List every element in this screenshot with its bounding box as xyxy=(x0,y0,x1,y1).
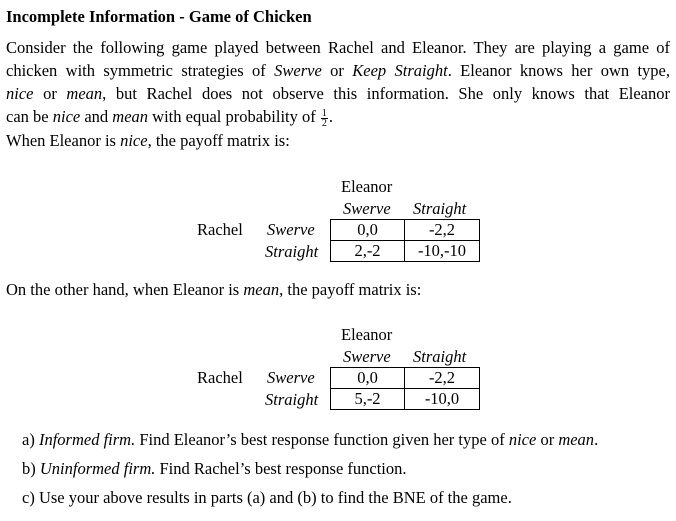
payoff-cell: -10,-10 xyxy=(405,241,480,262)
question-parts xyxy=(22,428,598,515)
payoff-cell: -10,0 xyxy=(405,389,480,410)
row-strategy-swerve: Swerve xyxy=(267,368,315,387)
column-strategy-straight: Straight xyxy=(413,347,467,366)
payoff-cell: -2,2 xyxy=(405,368,480,389)
row-strategy-straight: Straight xyxy=(265,242,319,261)
column-strategy-swerve: Swerve xyxy=(343,347,391,366)
intro-paragraph xyxy=(6,36,670,128)
row-player-label: Rachel xyxy=(197,220,243,239)
nice-matrix-intro: When Eleanor is nice, the payoff matrix is: xyxy=(6,131,290,150)
column-strategy-swerve: Swerve xyxy=(343,199,391,218)
row-strategy-straight: Straight xyxy=(265,390,319,409)
payoff-cell: 5,-2 xyxy=(331,389,405,410)
column-player-label: Eleanor xyxy=(341,325,393,344)
intro-line-3: nice or mean, but Rachel does not observe this information. She only knows that Eleanor xyxy=(6,84,670,103)
payoff-row-swerve xyxy=(331,220,480,241)
payoff-table xyxy=(330,367,480,410)
page-title: Incomplete Information - Game of Chicken xyxy=(6,7,312,26)
payoff-cell: 2,-2 xyxy=(331,241,405,262)
payoff-cell: -2,2 xyxy=(405,220,480,241)
intro-line-4: can be nice and mean with equal probability of $\frac{1}{2}$ . xyxy=(6,107,334,129)
question-part-c: c) Use your above results in parts (a) and (b) to find the BNE of the game. xyxy=(22,488,512,507)
column-player-label: Eleanor xyxy=(341,177,393,196)
intro-line-1: Consider the following game played between Rachel and Eleanor. They are playing a game of xyxy=(6,38,670,57)
row-player-label: Rachel xyxy=(197,368,243,387)
mean-matrix-intro: On the other hand, when Eleanor is mean, the payoff matrix is: xyxy=(6,280,422,299)
row-strategy-swerve: Swerve xyxy=(267,220,315,239)
one-half-fraction: $\frac{1}{2}$ xyxy=(321,107,327,129)
payoff-table xyxy=(330,219,480,262)
payoff-cell: 0,0 xyxy=(331,368,405,389)
payoff-row-straight xyxy=(331,241,480,262)
question-part-a: a) Informed firm. Find Eleanor’s best response function given her type of nice or mean. xyxy=(22,430,599,449)
intro-line-2: chicken with symmetric strategies of Swerve or Keep Straight. Eleanor knows her own type, xyxy=(6,61,670,80)
payoff-cell: 0,0 xyxy=(331,220,405,241)
payoff-row-swerve xyxy=(331,368,480,389)
question-part-b: b) Uninformed firm. Find Rachel’s best response function. xyxy=(22,459,407,478)
column-strategy-straight: Straight xyxy=(413,199,467,218)
payoff-row-straight xyxy=(331,389,480,410)
